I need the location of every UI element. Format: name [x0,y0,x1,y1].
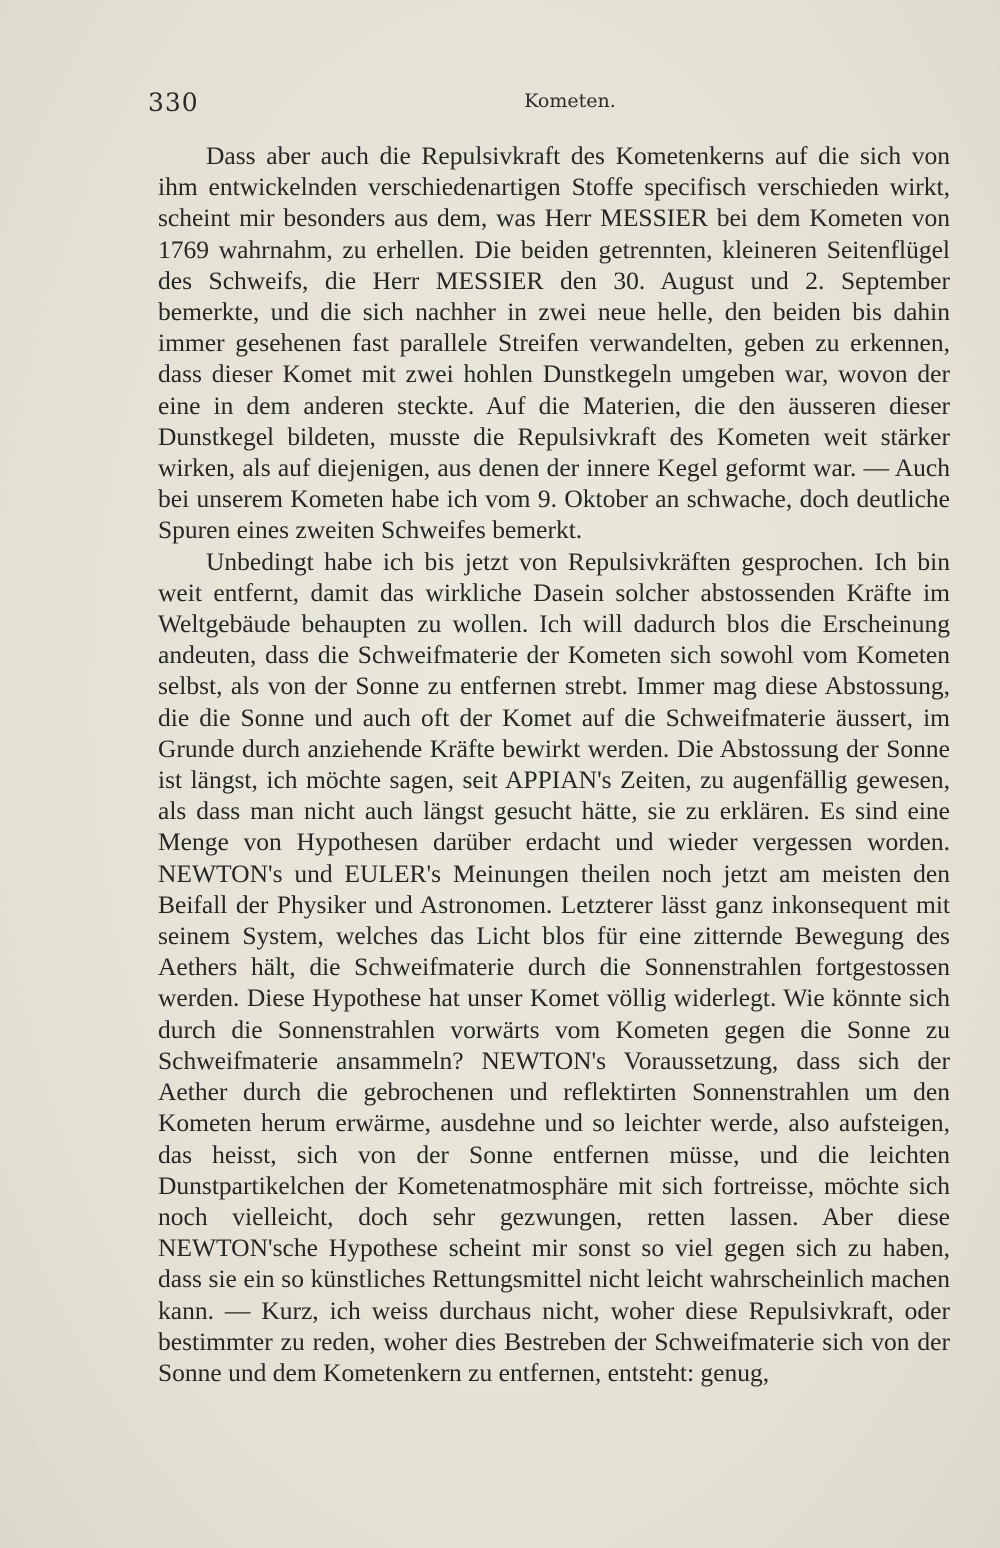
running-head: Kometen. [524,90,616,112]
paragraph-repulsive-forces: Unbedingt habe ich bis jetzt von Repulsivkräften gesprochen. Ich bin weit entfernt, damit das wirkliche Dasein solcher abstossenden Kräfte im Weltgebäude behaupten zu wollen. Ich will dadurch blos die Erscheinung andeuten, dass die Schweifmaterie der Kometen sich sowohl vom Kometen selbst, als von der Sonne zu entfernen strebt. Immer mag diese Abstossung, die die Sonne und auch oft der Komet auf die Schweifmaterie äussert, im Grunde durch anziehende Kräfte bewirkt werden. Die Abstossung der Sonne ist längst, ich möchte sagen, seit APPIAN's Zeiten, zu augenfällig gewesen, als dass man nicht auch längst gesucht hätte, sie zu erklären. Es sind eine Menge von Hypothesen darüber erdacht und wieder vergessen worden. NEWTON's und EULER's Meinungen theilen noch jetzt am meisten den Beifall der Physiker und Astronomen. Letzterer lässt ganz inkonsequent mit seinem System, welches das Licht blos für eine zitternde Bewegung des Aethers hält, die Schweifmaterie durch die Sonnenstrahlen fortgestossen werden. Diese Hypothese hat unser Komet völlig widerlegt. Wie könnte sich durch die Sonnenstrahlen vorwärts vom Kometen gegen die Sonne zu Schweifmaterie ansammeln? NEWTON's Voraussetzung, dass sich der Aether durch die gebrochenen und reflektirten Sonnenstrahlen um den Kometen herum erwärme, ausdehne und so leichter werde, also aufsteigen, das heisst, sich von der Sonne entfernen müsse, und die leichten Dunstpartikelchen der Kometenatmosphäre mit sich fortreisse, möchte sich noch vielleicht, doch sehr gezwungen, retten lassen. Aber diese NEWTON'sche Hypothese scheint mir sonst so viel gegen sich zu haben, dass sie ein so künstliches Rettungsmittel nicht leicht wahrscheinlich machen kann. — Kurz, ich weiss durchaus nicht, woher diese Repulsivkraft, oder bestimmter zu reden, woher dies Bestreben der Schweifmaterie sich von der Sonne und dem Kometenkern zu entfernen, entsteht: genug, [158,546,950,1387]
body-text [158,140,950,1388]
paragraph-messier-comet: Dass aber auch die Repulsivkraft des Kometenkerns auf die sich von ihm entwickelnden verschiedenartigen Stoffe specifisch verschieden wirkt, scheint mir besonders aus dem, was Herr MESSIER bei dem Kometen von 1769 wahrnahm, zu erhellen. Die beiden getrennten, kleineren Seitenflügel des Schweifs, die Herr MESSIER den 30. August und 2. September bemerkte, und die sich nachher in zwei neue helle, den beiden bis dahin immer gesehenen fast parallele Streifen verwandelten, geben zu erkennen, dass dieser Komet mit zwei hohlen Dunstkegeln umgeben war, wovon der eine in dem anderen steckte. Auf die Materien, die den äusseren dieser Dunstkegel bildeten, musste die Repulsivkraft des Kometen weit stärker wirken, als auf diejenigen, aus denen der innere Kegel geformt war. — Auch bei unserem Kometen habe ich vom 9. Oktober an schwache, doch deutliche Spuren eines zweiten Schweifes bemerkt. [158,141,950,545]
page-header [148,88,952,122]
page-number: 330 [148,88,199,117]
